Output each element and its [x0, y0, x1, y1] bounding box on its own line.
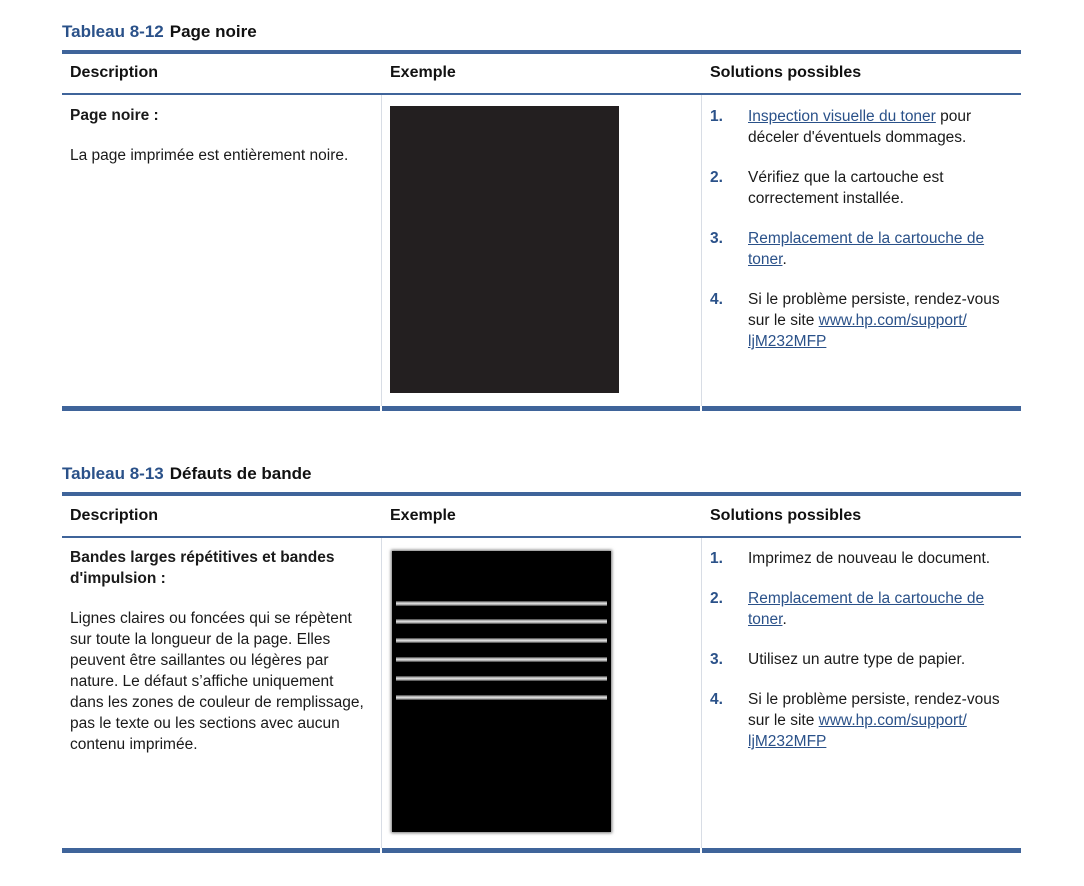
description-text: Lignes claires ou foncées qui se répètent sur toute la longueur de la page. Elles peuvent être saillantes ou légères par nature. Le défaut s’affiche uniquement dans les zones de couleur de remplissage, pas le texte ou les sections avec aucun contenu imprimée.: [70, 610, 364, 753]
table-caption: [62, 22, 257, 42]
step-text: .: [782, 611, 787, 628]
table-number: Tableau 8-13: [62, 464, 164, 483]
header-rule: [62, 536, 1021, 538]
band-line: [396, 619, 607, 624]
step-number: 4.: [710, 291, 723, 308]
black-page-example-image: [390, 106, 619, 393]
step-text: Imprimez de nouveau le document.: [748, 550, 991, 567]
description-text: La page imprimée est entièrement noire.: [70, 147, 349, 164]
step-text: Utilisez un autre type de papier.: [748, 651, 966, 668]
column-divider: [701, 95, 702, 407]
step-text: Si le problème persiste, rendez-vous sur le site: [748, 691, 1000, 729]
step-number: 4.: [710, 691, 723, 708]
solutions-list: [710, 548, 1010, 771]
list-item: [710, 289, 1010, 352]
support-url-part-1: www.hp.com/support/: [818, 312, 967, 329]
band-line: [396, 676, 607, 681]
table-top-rule: [62, 50, 1021, 54]
step-number: 1.: [710, 108, 723, 125]
solutions-list: [710, 106, 1010, 371]
list-item: [710, 106, 1010, 148]
list-item: [710, 548, 1010, 569]
support-url-part-2: ljM232MFP: [748, 733, 827, 750]
description-cell: [70, 105, 370, 166]
header-description: Description: [70, 64, 159, 81]
header-solutions: Solutions possibles: [710, 507, 862, 524]
toner-inspection-link[interactable]: Inspection visuelle du toner: [748, 108, 936, 125]
band-line: [396, 657, 607, 662]
list-item: [710, 167, 1010, 209]
step-number: 2.: [710, 590, 723, 607]
band-line: [396, 695, 607, 700]
column-divider: [381, 95, 382, 407]
description-title: Bandes larges répétitives et bandes d'impulsion :: [70, 549, 335, 587]
table-bottom-rule: [62, 406, 1021, 411]
column-divider: [701, 538, 702, 848]
header-description: Description: [70, 507, 159, 524]
band-line: [396, 638, 607, 643]
list-item: [710, 689, 1010, 752]
table-number: Tableau 8-12: [62, 22, 164, 41]
table-title: Page noire: [169, 22, 257, 41]
step-number: 2.: [710, 169, 723, 186]
list-item: [710, 649, 1010, 670]
header-rule: [62, 93, 1021, 95]
support-url-part-2: ljM232MFP: [748, 333, 827, 350]
header-solutions: Solutions possibles: [710, 64, 862, 81]
step-text: .: [782, 251, 787, 268]
table-title: Défauts de bande: [169, 464, 312, 483]
banding-defect-example-image: [392, 551, 611, 832]
replace-cartridge-link[interactable]: Remplacement de la cartouche de toner: [748, 230, 985, 268]
header-example: Exemple: [390, 507, 456, 524]
step-number: 1.: [710, 550, 723, 567]
step-text: Si le problème persiste, rendez-vous sur le site: [748, 291, 1000, 329]
list-item: [710, 588, 1010, 630]
replace-cartridge-link[interactable]: Remplacement de la cartouche de toner: [748, 590, 985, 628]
column-divider: [381, 538, 382, 848]
support-url-part-1: www.hp.com/support/: [818, 712, 967, 729]
table-caption: [62, 464, 311, 484]
table-8-12: [62, 0, 1021, 420]
band-line: [396, 601, 607, 606]
header-example: Exemple: [390, 64, 456, 81]
step-number: 3.: [710, 651, 723, 668]
table-top-rule: [62, 492, 1021, 496]
table-bottom-rule: [62, 848, 1021, 853]
description-title: Page noire :: [70, 107, 159, 124]
table-8-13: [62, 442, 1021, 862]
list-item: [710, 228, 1010, 270]
step-number: 3.: [710, 230, 723, 247]
description-cell: [70, 547, 370, 755]
step-text: pour déceler d'éventuels dommages.: [748, 108, 972, 146]
step-text: Vérifiez que la cartouche est correctement installée.: [748, 169, 944, 207]
